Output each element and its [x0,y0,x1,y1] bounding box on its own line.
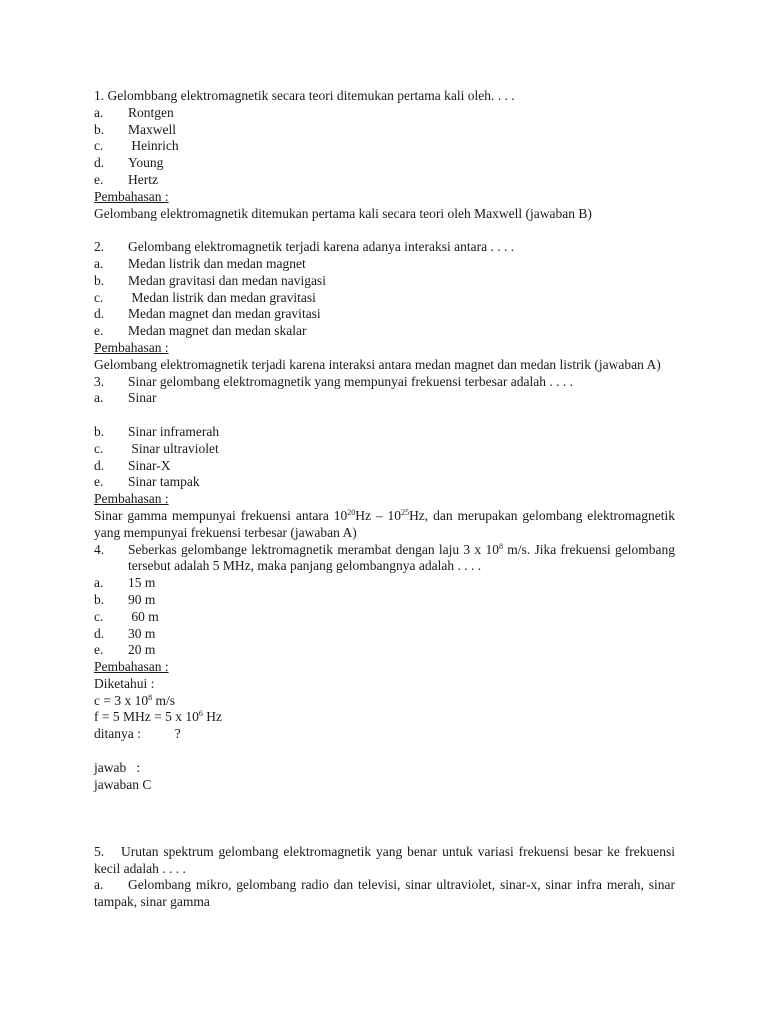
q2-pembahasan: Gelombang elektromagnetik terjadi karena interaksi antara medan magnet dan medan listrik (jawaban A) [94,356,661,372]
q4-option-c: c. 60 m [94,608,159,624]
q3-pembahasan-label: Pembahasan : [94,491,169,507]
document-body [94,88,675,911]
q2-option-a: a. Medan listrik dan medan magnet [94,255,306,271]
q1-pembahasan: Gelombang elektromagnetik ditemukan pertama kali secara teori oleh Maxwell (jawaban B) [94,205,592,221]
spacer [94,222,675,239]
q3-option-d: d. Sinar-X [94,457,171,473]
spacer [94,810,675,827]
q5-option-a: a. Gelombang mikro, gelombang radio dan televisi, sinar ultraviolet, sinar-x, sinar infra merah, sinar tampak, sinar gamma [94,877,675,910]
spacer [94,827,675,844]
q3-option-e: e. Sinar tampak [94,474,200,490]
q4-jawaban: jawaban C [94,776,152,792]
question-3: 3. Sinar gelombang elektromagnetik yang mempunyai frekuensi terbesar adalah . . . . [94,373,573,389]
q3-option-a: a. Sinar [94,390,157,406]
q4-given-c: c = 3 x $10^8$ m/s [94,692,175,708]
q2-option-c: c. Medan listrik dan medan gravitasi [94,289,316,305]
q1-option-b: b. Maxwell [94,121,176,137]
question-2: 2. Gelombang elektromagnetik terjadi karena adanya interaksi antara . . . . [94,239,515,255]
q3-option-b: b. Sinar inframerah [94,423,220,439]
spacer [94,793,675,810]
q4-option-d: d. 30 m [94,625,156,641]
q3-option-c: c. Sinar ultraviolet [94,440,219,456]
question-4: 4. Seberkas gelombange lektromagnetik merambat dengan laju 3 x $10^8$ m/s. Jika frekuensi gelombang tersebut adalah 5 MHz, maka panjang gelombangnya adalah . . . . [94,541,675,574]
question-5: 5. Urutan spektrum gelombang elektromagnetik yang benar untuk variasi frekuensi besar ke frekuensi kecil adalah . . . . [94,843,675,876]
q4-option-b: b. 90 m [94,591,156,607]
q4-jawab: jawab : [94,759,141,775]
q4-diketahui: Diketahui : [94,675,155,691]
question-1: 1. Gelombbang elektromagnetik secara teori ditemukan pertama kali oleh. . . . [94,88,515,103]
q4-ditanya: ditanya : ? [94,726,181,742]
q4-option-a: a. 15 m [94,575,156,591]
q2-option-b: b. Medan gravitasi dan medan navigasi [94,272,326,288]
q1-option-c: c. Heinrich [94,138,179,154]
q1-pembahasan-label: Pembahasan : [94,188,169,204]
q3-pembahasan: Sinar gamma mempunyai frekuensi antara $10^{20}Hz - 10^{25}Hz$, dan merupakan gelombang elektromagnetik yang mempunyai frekuensi terbesar (jawaban A) [94,507,675,540]
q1-option-d: d. Young [94,155,164,171]
q2-pembahasan-label: Pembahasan : [94,339,169,355]
q1-option-a: a. Rontgen [94,104,174,120]
q2-option-d: d. Medan magnet dan medan gravitasi [94,306,321,322]
q4-given-f: f = 5 MHz = 5 x $10^6$ Hz [94,709,222,725]
q1-option-e: e. Hertz [94,171,158,187]
spacer [94,743,675,760]
q4-pembahasan-label: Pembahasan : [94,659,169,675]
q2-option-e: e. Medan magnet dan medan skalar [94,323,307,339]
q4-option-e: e. 20 m [94,642,156,658]
spacer [94,407,675,424]
